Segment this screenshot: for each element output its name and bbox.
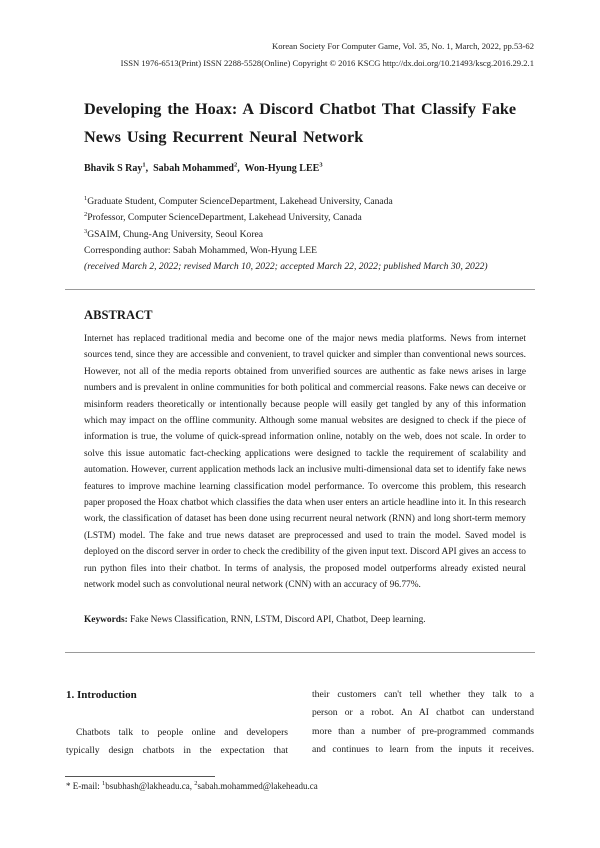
keywords [84,615,426,625]
intro-left-column [66,724,288,761]
paper-title: Developing the Hoax: A Discord Chatbot That Classify Fake News Using Recurrent Neural Network [84,100,517,146]
affiliation-superscript: 1 [84,194,88,202]
author-name: Won-Hyung LEE [244,163,320,174]
author-superscript: 1 [142,161,146,169]
issn-copyright-line: ISSN 1976-6513(Print) ISSN 2288-5528(Online) Copyright © 2016 KSCG http://dx.doi.org/10.21493/kscg.2016.29.2.1 [120,58,534,68]
affiliation [84,210,362,226]
affiliation-superscript: 3 [84,227,88,235]
footnote-rule [65,776,215,777]
section-heading-introduction: 1. Introduction [66,689,137,701]
intro-right-column [312,686,534,760]
affiliation-superscript: 2 [84,210,88,218]
footnote-emails [66,781,318,791]
journal-citation: Korean Society For Computer Game, Vol. 35, No. 1, March, 2022, pp.53-62 [272,41,534,51]
affiliation-text: Professor, Computer ScienceDepartment, Lakehead University, Canada [87,212,362,223]
text-line: more than a number of pre-programmed commands [312,725,534,737]
email-link[interactable]: bsubhash@lakheadu.ca, [105,781,193,791]
divider [65,289,535,290]
keywords-text: Fake News Classification, RNN, LSTM, Discord API, Chatbot, Deep learning. [130,615,426,625]
text-line: and continues to learn from the inputs it receives. [312,744,534,756]
text-line: their customers can't tell whether they talk to a [312,689,534,700]
affiliation [84,227,263,243]
affiliation-text: GSAIM, Chung-Ang University, Seoul Korea [87,229,264,240]
abstract-heading: ABSTRACT [84,308,153,322]
keywords-label: Keywords: [84,615,128,625]
author-list: Bhavik S Ray$^1$, Sabah Mohammed$^2$, Won-Hyung LEE$^3$ [84,161,323,174]
publication-dates: (received March 2, 2022; revised March 10, 2022; accepted March 22, 2022; published March 30, 2022) [84,261,488,272]
author-superscript: 3 [319,161,323,169]
email-link[interactable]: sabah.mohammed@lakeheadu.ca [197,781,318,791]
author-superscript: 2 [233,161,238,169]
author-name: Sabah Mohammed [153,163,234,174]
affiliation [84,194,393,210]
text-line: person or a robot. An AI chatbot can understand [312,707,534,719]
abstract-body: Internet has replaced traditional media and become one of the major news media platforms. News from internet sources tend, since they are accessible and convenient, to travel quicker and simpler than conventional news sources. However, not all of the media reports obtained from unverified sources are authentic as fake news arises in large numbers and is prevalent in online communities for both political and commercial reasons. Fake news can deceive or misinform readers theoretically or intentionally because people will easily get tangled by any of this information which may impact on the offline community. Although some manual websites are designed to check if the piece of information is true, the volume of quick-spread information online, notably on the web, does not scale. In order to solve this issue automatic fact-checking applications were designed to tackle the requirement of scalability and automation. However, current application methods lack an inclusive multi-dimensional data set to identify fake news features to improve machine learning classification model performance. To overcome this problem, this research paper proposed the Hoax chatbot which classifies the data when user enters an article headline into it. In this research work, the classification of dataset has been done using recurrent neural network (RNN) and long short-term memory (LSTM) model. The fake and true news dataset are preprocessed and used to train the model. Saved model is deployed on the discord server in order to check the credibility of the given input text. Discord API gives an access to run python files into their chatbot. In terms of analysis, the proposed model outperforms already existed neural network model such as convolutional neural network (CNN) with an accuracy of 96.77%. [84,334,526,591]
text-line: Chatbots talk to people online and developers [76,727,288,738]
footnote-prefix: * E-mail: [66,781,100,791]
author-name: Bhavik S Ray [84,163,143,174]
affiliation-text: Graduate Student, Computer ScienceDepartment, Lakehead University, Canada [87,196,393,207]
text-line: typically design chatbots in the expectation that [66,745,288,757]
email-superscript: 2 [194,780,198,787]
email-superscript: 1 [102,780,106,787]
corresponding-author: Corresponding author: Sabah Mohammed, Won-Hyung LEE [84,245,317,256]
divider [65,652,535,653]
